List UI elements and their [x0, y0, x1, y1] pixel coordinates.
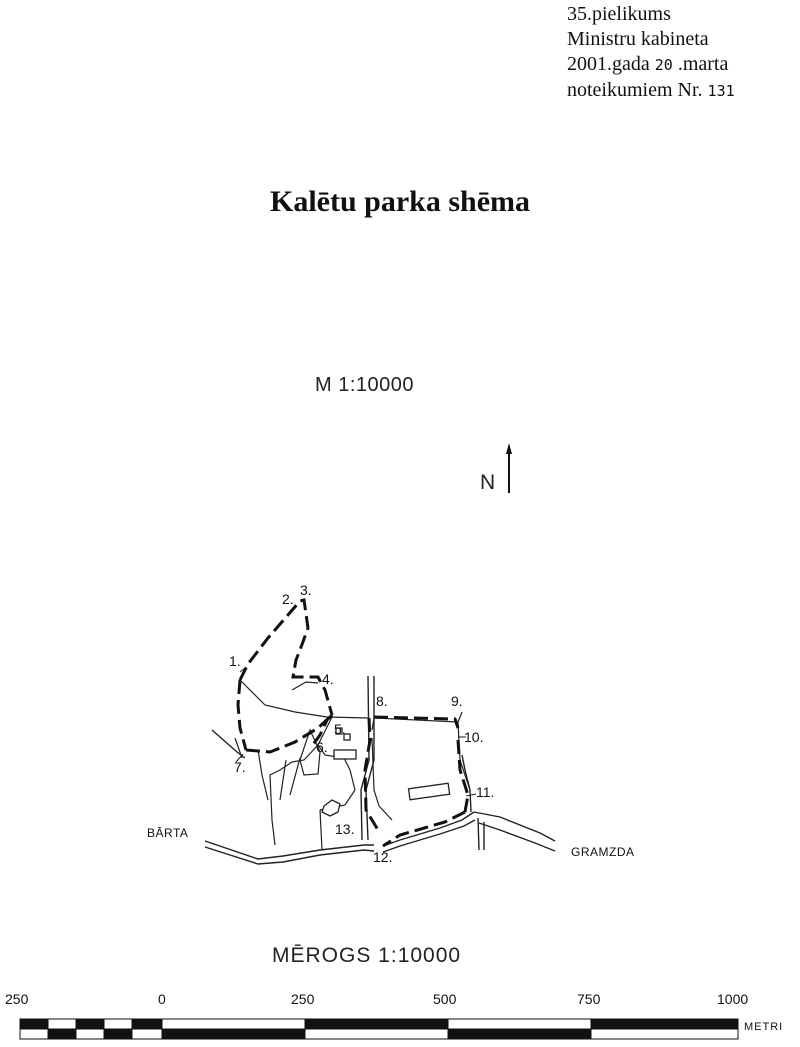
north-arrow-icon: [506, 443, 512, 493]
place-barta: BĀRTA: [147, 826, 189, 840]
buildings: [322, 728, 450, 816]
point-4: 4.: [322, 671, 334, 687]
scalebar-title: MĒROGS 1:10000: [272, 944, 462, 967]
point-1: 1.: [229, 653, 241, 669]
point-10: 10.: [464, 729, 484, 745]
point-6: 6.: [316, 739, 328, 755]
annex-number: 35.pielikums: [567, 3, 671, 25]
annex-issuer: Ministru kabineta: [567, 28, 709, 50]
point-2: 2.: [282, 591, 294, 607]
scale-tick: 250: [5, 991, 29, 1007]
scale-unit: METRI: [744, 1021, 784, 1033]
point-9: 9.: [451, 693, 463, 709]
point-8: 8.: [376, 693, 388, 709]
scale-label: M 1:10000: [315, 374, 415, 396]
point-12: 12.: [373, 849, 393, 865]
scale-tick: 0: [158, 991, 166, 1007]
point-labels: [147, 582, 635, 865]
park-boundary: [238, 600, 468, 846]
point-5: 5.: [334, 721, 346, 737]
scale-tick: 250: [291, 991, 315, 1007]
point-13: 13.: [335, 821, 355, 837]
point-11: 11.: [476, 784, 495, 800]
place-gramzda: GRAMZDA: [571, 845, 635, 859]
scale-tick: 1000: [717, 991, 749, 1007]
point-3: 3.: [300, 582, 312, 598]
scale-bar: [20, 1019, 738, 1039]
scale-tick: 500: [433, 991, 457, 1007]
page-title: Kalētu parka shēma: [269, 185, 530, 218]
annex-regulation: noteikumiem Nr. 131: [567, 79, 735, 101]
scale-tick: 750: [577, 991, 601, 1007]
point-7: 7.: [234, 759, 246, 775]
north-label: N: [480, 471, 496, 494]
annex-date: 2001.gada 20 .marta: [567, 53, 729, 75]
